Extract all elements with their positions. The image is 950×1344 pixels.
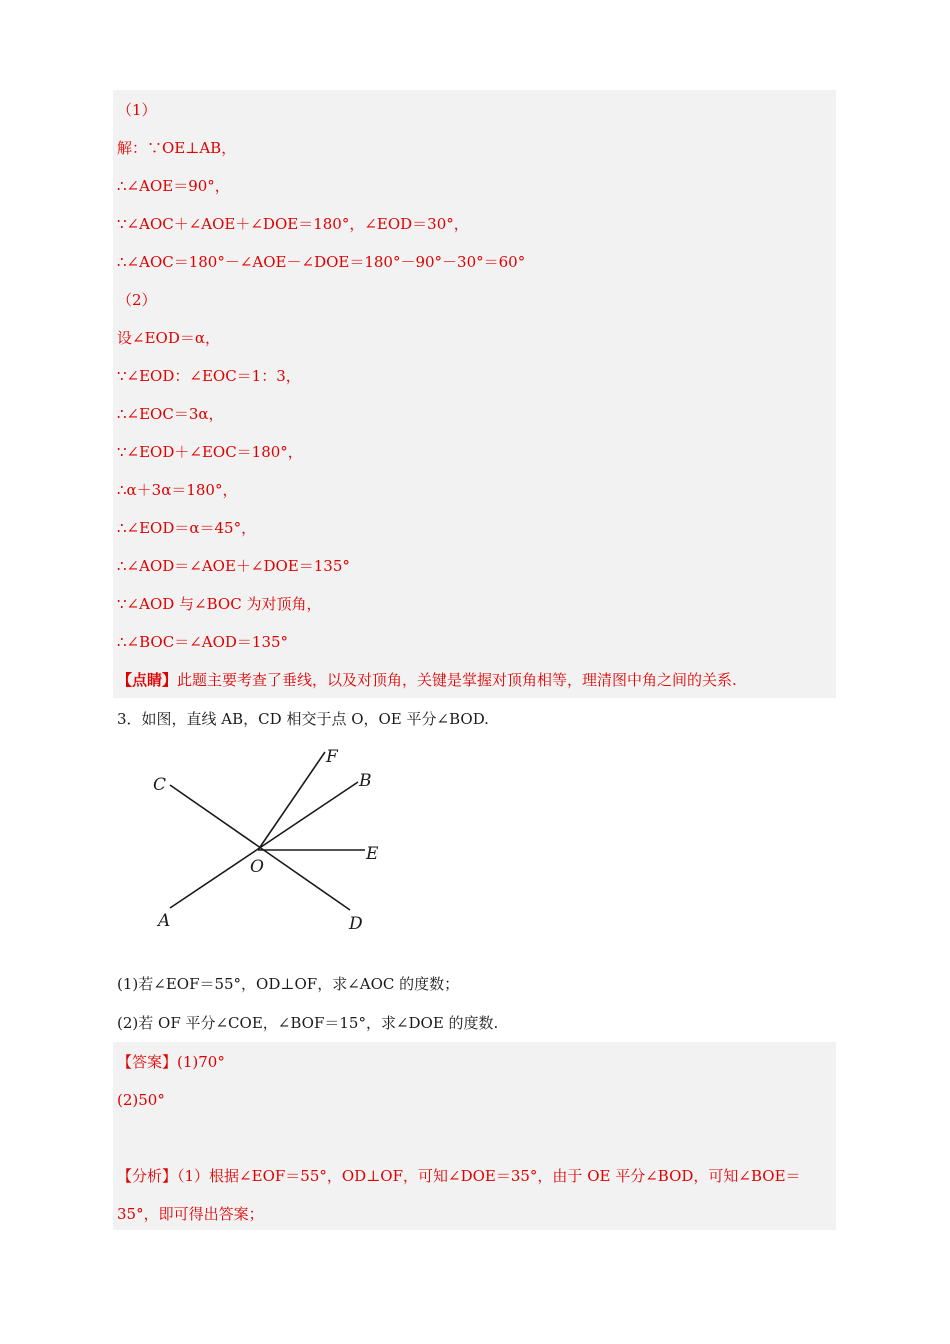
question-stem: 3．如图，直线 AB，CD 相交于点 O，OE 平分∠BOD. — [117, 710, 489, 728]
solution-line: ∴∠EOD＝α＝45°， — [117, 519, 257, 537]
solution-line: ∴∠AOE＝90°， — [117, 177, 230, 195]
comment-text: 此题主要考查了垂线，以及对顶角，关键是掌握对顶角相等，理清图中角之间的关系. — [177, 671, 737, 689]
analysis-tag: 【分析】 — [117, 1167, 178, 1185]
comment-line — [117, 670, 737, 690]
label-o: O — [250, 857, 264, 877]
answer-line-1 — [117, 1052, 225, 1072]
solution-line: ∵∠EOD：∠EOC＝1：3， — [117, 367, 301, 385]
label-f: F — [326, 747, 338, 767]
solution-line: 设∠EOD＝α， — [117, 329, 220, 347]
label-b: B — [359, 771, 372, 791]
analysis-text-1: （1）根据∠EOF＝55°，OD⊥OF，可知∠DOE＝35°，由于 OE 平分∠BOD，可知∠BOE＝ — [177, 1167, 801, 1185]
comment-tag: 【点睛】 — [117, 671, 178, 689]
solution-line: （1） — [117, 101, 157, 119]
solution-line: ∵∠AOD 与∠BOC 为对顶角， — [117, 595, 322, 613]
solution-line: ∴∠AOD＝∠AOE＋∠DOE＝135° — [117, 557, 350, 575]
line-ab — [170, 782, 358, 908]
solution-line: ∵∠AOC＋∠AOE＋∠DOE＝180°，∠EOD＝30°， — [117, 215, 469, 233]
analysis-line-2: 35°，即可得出答案； — [117, 1205, 264, 1223]
question-part-1: (1)若∠EOF＝55°，OD⊥OF，求∠AOC 的度数； — [117, 975, 460, 993]
question-part-2: (2)若 OF 平分∠COE，∠BOF＝15°，求∠DOE 的度数. — [117, 1014, 499, 1032]
analysis-line-1 — [117, 1166, 801, 1186]
answer-line-2: (2)50° — [117, 1091, 165, 1109]
geometry-figure — [140, 740, 400, 940]
ray-of — [258, 752, 325, 850]
answer-value-1: (1)70° — [177, 1053, 225, 1071]
solution-line: ∴∠BOC＝∠AOD＝135° — [117, 633, 289, 651]
label-d: D — [349, 914, 363, 934]
solution-line: ∴∠EOC＝3α， — [117, 405, 224, 423]
solution-line: ∵∠EOD＋∠EOC＝180°， — [117, 443, 303, 461]
solution-line: ∴∠AOC＝180°－∠AOE－∠DOE＝180°－90°－30°＝60° — [117, 253, 526, 271]
solution-line: ∴α＋3α＝180°， — [117, 481, 238, 499]
solution-line: （2） — [117, 291, 157, 309]
solution-line: 解：∵OE⊥AB， — [117, 139, 237, 157]
label-a: A — [158, 911, 171, 931]
label-e: E — [366, 844, 379, 864]
label-c: C — [153, 775, 167, 795]
answer-tag: 【答案】 — [117, 1053, 178, 1071]
